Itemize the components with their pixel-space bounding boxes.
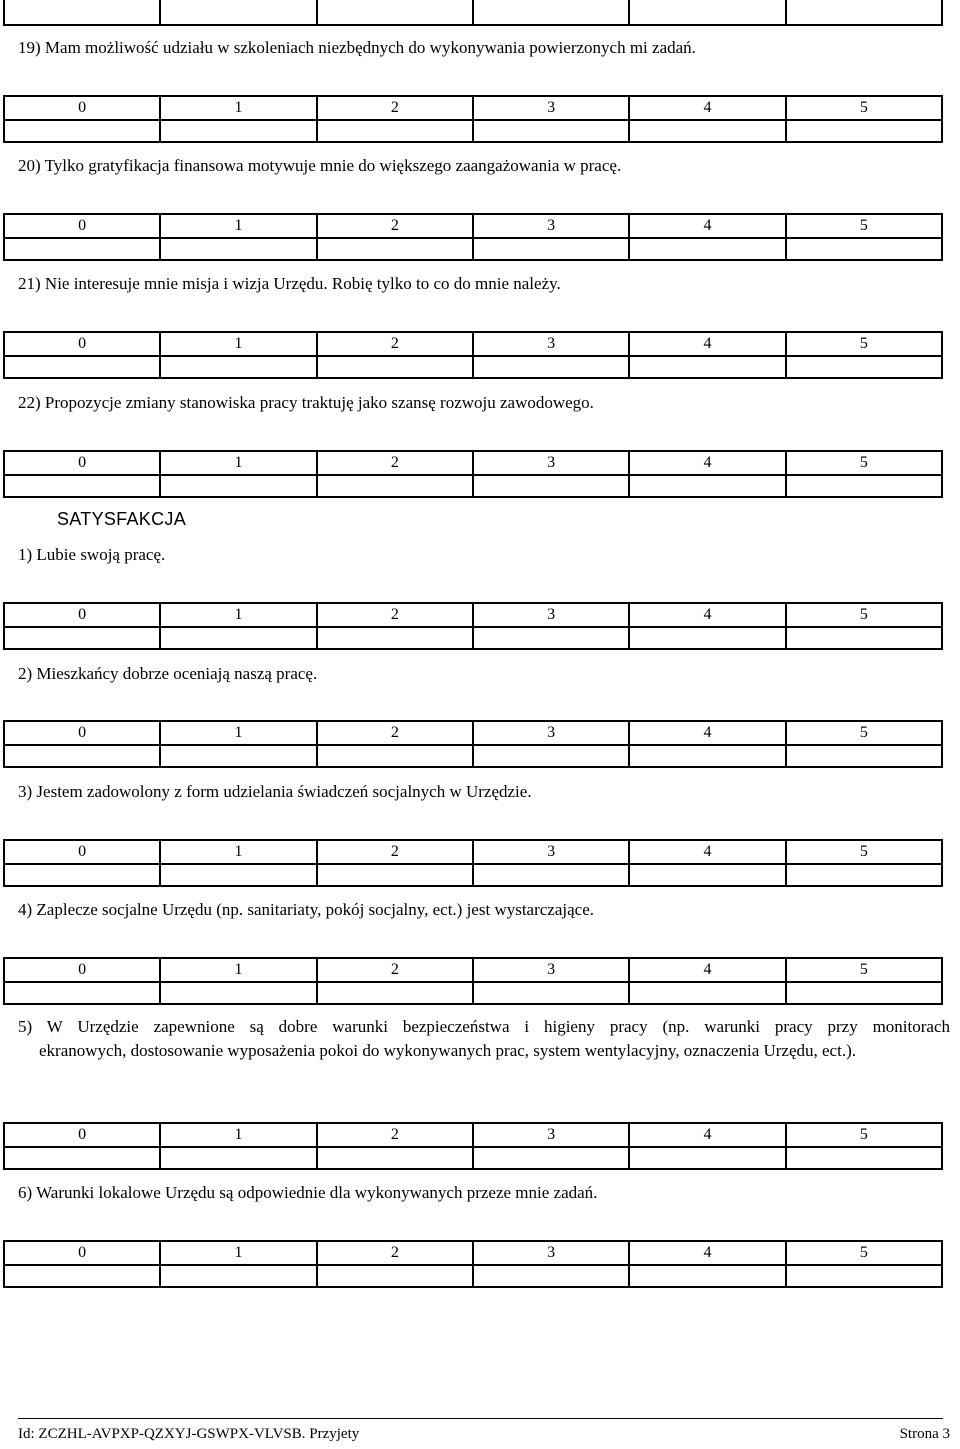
rating-grid-top-partial <box>3 0 943 26</box>
footer-page-number: Strona 3 <box>899 1426 950 1442</box>
rating-box[interactable] <box>160 1147 316 1169</box>
scale-label: 2 <box>317 96 473 120</box>
rating-box[interactable] <box>786 238 942 260</box>
rating-box[interactable] <box>786 0 942 25</box>
scale-label: 0 <box>4 332 160 356</box>
scale-label: 3 <box>473 332 629 356</box>
scale-label: 4 <box>629 840 785 864</box>
rating-box[interactable] <box>160 627 316 649</box>
scale-label: 5 <box>786 1241 942 1265</box>
scale-label: 1 <box>160 214 316 238</box>
scale-label: 3 <box>473 603 629 627</box>
scale-label: 0 <box>4 451 160 475</box>
rating-box[interactable] <box>4 627 160 649</box>
scale-label: 1 <box>160 332 316 356</box>
scale-label: 5 <box>786 1123 942 1147</box>
scale-label: 1 <box>160 721 316 745</box>
rating-box[interactable] <box>629 864 785 886</box>
scale-label: 0 <box>4 96 160 120</box>
scale-label: 1 <box>160 96 316 120</box>
rating-box[interactable] <box>4 356 160 378</box>
scale-label: 4 <box>629 96 785 120</box>
question-19: 19) Mam możliwość udziału w szkoleniach niezbędnych do wykonywania powierzonych mi zadań. <box>18 38 696 57</box>
rating-box[interactable] <box>473 356 629 378</box>
rating-grid-q22 <box>3 450 943 498</box>
rating-box[interactable] <box>160 0 316 25</box>
scale-label: 0 <box>4 214 160 238</box>
rating-grid-s5 <box>3 1122 943 1170</box>
rating-box[interactable] <box>160 745 316 767</box>
rating-box[interactable] <box>629 475 785 497</box>
scale-label: 2 <box>317 214 473 238</box>
scale-label: 4 <box>629 721 785 745</box>
footer-divider <box>18 1418 943 1419</box>
satisfaction-question-3: 3) Jestem zadowolony z form udzielania świadczeń socjalnych w Urzędzie. <box>18 782 532 801</box>
scale-label: 0 <box>4 721 160 745</box>
scale-label: 2 <box>317 603 473 627</box>
rating-box[interactable] <box>160 475 316 497</box>
scale-label: 3 <box>473 958 629 982</box>
question-22: 22) Propozycje zmiany stanowiska pracy traktuję jako szansę rozwoju zawodowego. <box>18 393 594 412</box>
rating-grid-q19 <box>3 95 943 143</box>
rating-box[interactable] <box>4 238 160 260</box>
rating-box[interactable] <box>160 120 316 142</box>
rating-grid-q21 <box>3 331 943 379</box>
rating-box[interactable] <box>786 627 942 649</box>
scale-label: 5 <box>786 721 942 745</box>
rating-box[interactable] <box>473 864 629 886</box>
scale-label: 5 <box>786 451 942 475</box>
scale-label: 5 <box>786 214 942 238</box>
rating-grid-s4 <box>3 957 943 1005</box>
scale-label: 0 <box>4 1123 160 1147</box>
section-title: SATYSFAKCJA <box>57 509 187 529</box>
scale-label: 3 <box>473 451 629 475</box>
satisfaction-question-5-line1: 5) W Urzędzie zapewnione są dobre warunki bezpieczeństwa i higieny pracy (np. warunki pracy przy monitorach <box>18 1017 950 1036</box>
rating-box[interactable] <box>160 982 316 1004</box>
rating-box[interactable] <box>629 0 785 25</box>
rating-box[interactable] <box>629 120 785 142</box>
scale-label: 3 <box>473 1241 629 1265</box>
rating-box[interactable] <box>473 238 629 260</box>
scale-label: 5 <box>786 958 942 982</box>
scale-label: 3 <box>473 721 629 745</box>
rating-box[interactable] <box>4 864 160 886</box>
scale-label: 0 <box>4 603 160 627</box>
scale-label: 5 <box>786 332 942 356</box>
rating-box[interactable] <box>473 475 629 497</box>
rating-grid-q20 <box>3 213 943 261</box>
rating-box[interactable] <box>629 627 785 649</box>
scale-label: 4 <box>629 214 785 238</box>
rating-box[interactable] <box>317 475 473 497</box>
scale-label: 4 <box>629 1241 785 1265</box>
rating-box[interactable] <box>4 982 160 1004</box>
footer-document-id: Id: ZCZHL-AVPXP-QZXYJ-GSWPX-VLVSB. Przyjety <box>18 1426 360 1442</box>
scale-label: 4 <box>629 1123 785 1147</box>
rating-box[interactable] <box>473 982 629 1004</box>
rating-box[interactable] <box>629 1147 785 1169</box>
satisfaction-question-5 <box>18 1015 950 1063</box>
satisfaction-question-5-continuation: ekranowych, dostosowanie wyposażenia pokoi do wykonywanych prac, system wentylacyjny, oznaczenia Urzędu, ect.). <box>39 1041 856 1060</box>
rating-box[interactable] <box>473 1147 629 1169</box>
rating-box[interactable] <box>160 356 316 378</box>
scale-label: 1 <box>160 1123 316 1147</box>
scale-label: 1 <box>160 603 316 627</box>
rating-box[interactable] <box>317 745 473 767</box>
rating-box[interactable] <box>473 120 629 142</box>
scale-label: 1 <box>160 451 316 475</box>
scale-label: 2 <box>317 332 473 356</box>
rating-box[interactable] <box>786 475 942 497</box>
scale-label: 2 <box>317 451 473 475</box>
rating-box[interactable] <box>4 1265 160 1287</box>
scale-label: 2 <box>317 1241 473 1265</box>
satisfaction-question-6: 6) Warunki lokalowe Urzędu są odpowiednie dla wykonywanych przeze mnie zadań. <box>18 1183 598 1202</box>
rating-grid-s1 <box>3 602 943 650</box>
rating-box[interactable] <box>629 356 785 378</box>
scale-label: 3 <box>473 96 629 120</box>
rating-box[interactable] <box>629 745 785 767</box>
scale-label: 0 <box>4 958 160 982</box>
satisfaction-question-2: 2) Mieszkańcy dobrze oceniają naszą pracę. <box>18 664 318 683</box>
rating-box[interactable] <box>786 356 942 378</box>
rating-box[interactable] <box>473 1265 629 1287</box>
rating-grid-s3 <box>3 839 943 887</box>
scale-label: 1 <box>160 1241 316 1265</box>
rating-box[interactable] <box>786 1265 942 1287</box>
scale-label: 1 <box>160 840 316 864</box>
rating-box[interactable] <box>473 0 629 25</box>
rating-box[interactable] <box>4 475 160 497</box>
rating-box[interactable] <box>317 1147 473 1169</box>
scale-label: 5 <box>786 96 942 120</box>
rating-box[interactable] <box>317 864 473 886</box>
satisfaction-question-4: 4) Zaplecze socjalne Urzędu (np. sanitariaty, pokój socjalny, ect.) jest wystarczające. <box>18 900 595 919</box>
scale-label: 5 <box>786 603 942 627</box>
rating-box[interactable] <box>317 0 473 25</box>
rating-box[interactable] <box>786 120 942 142</box>
rating-box[interactable] <box>317 356 473 378</box>
scale-label: 5 <box>786 840 942 864</box>
rating-box[interactable] <box>786 982 942 1004</box>
scale-label: 3 <box>473 1123 629 1147</box>
question-20: 20) Tylko gratyfikacja finansowa motywuje mnie do większego zaangażowania w pracę. <box>18 156 622 175</box>
rating-grid-s6 <box>3 1240 943 1288</box>
scale-label: 4 <box>629 603 785 627</box>
rating-box[interactable] <box>160 864 316 886</box>
rating-box[interactable] <box>4 1147 160 1169</box>
rating-box[interactable] <box>786 1147 942 1169</box>
rating-box[interactable] <box>317 1265 473 1287</box>
rating-box[interactable] <box>160 238 316 260</box>
rating-box[interactable] <box>317 982 473 1004</box>
rating-box[interactable] <box>473 627 629 649</box>
rating-box[interactable] <box>4 120 160 142</box>
scale-label: 0 <box>4 1241 160 1265</box>
scale-label: 4 <box>629 451 785 475</box>
scale-label: 1 <box>160 958 316 982</box>
scale-label: 2 <box>317 721 473 745</box>
rating-box[interactable] <box>317 627 473 649</box>
scale-label: 2 <box>317 1123 473 1147</box>
rating-box[interactable] <box>473 745 629 767</box>
rating-box[interactable] <box>786 745 942 767</box>
scale-label: 0 <box>4 840 160 864</box>
scale-label: 3 <box>473 840 629 864</box>
question-21: 21) Nie interesuje mnie misja i wizja Urzędu. Robię tylko to co do mnie należy. <box>18 274 561 293</box>
rating-box[interactable] <box>629 238 785 260</box>
scale-label: 2 <box>317 958 473 982</box>
scale-label: 4 <box>629 958 785 982</box>
scale-label: 4 <box>629 332 785 356</box>
rating-grid-s2 <box>3 720 943 768</box>
rating-box[interactable] <box>160 1265 316 1287</box>
rating-box[interactable] <box>629 982 785 1004</box>
rating-box[interactable] <box>4 0 160 25</box>
rating-box[interactable] <box>786 864 942 886</box>
rating-box[interactable] <box>317 120 473 142</box>
rating-box[interactable] <box>317 238 473 260</box>
rating-box[interactable] <box>629 1265 785 1287</box>
rating-box[interactable] <box>4 745 160 767</box>
scale-label: 3 <box>473 214 629 238</box>
scale-label: 2 <box>317 840 473 864</box>
satisfaction-question-1: 1) Lubie swoją pracę. <box>18 545 166 564</box>
